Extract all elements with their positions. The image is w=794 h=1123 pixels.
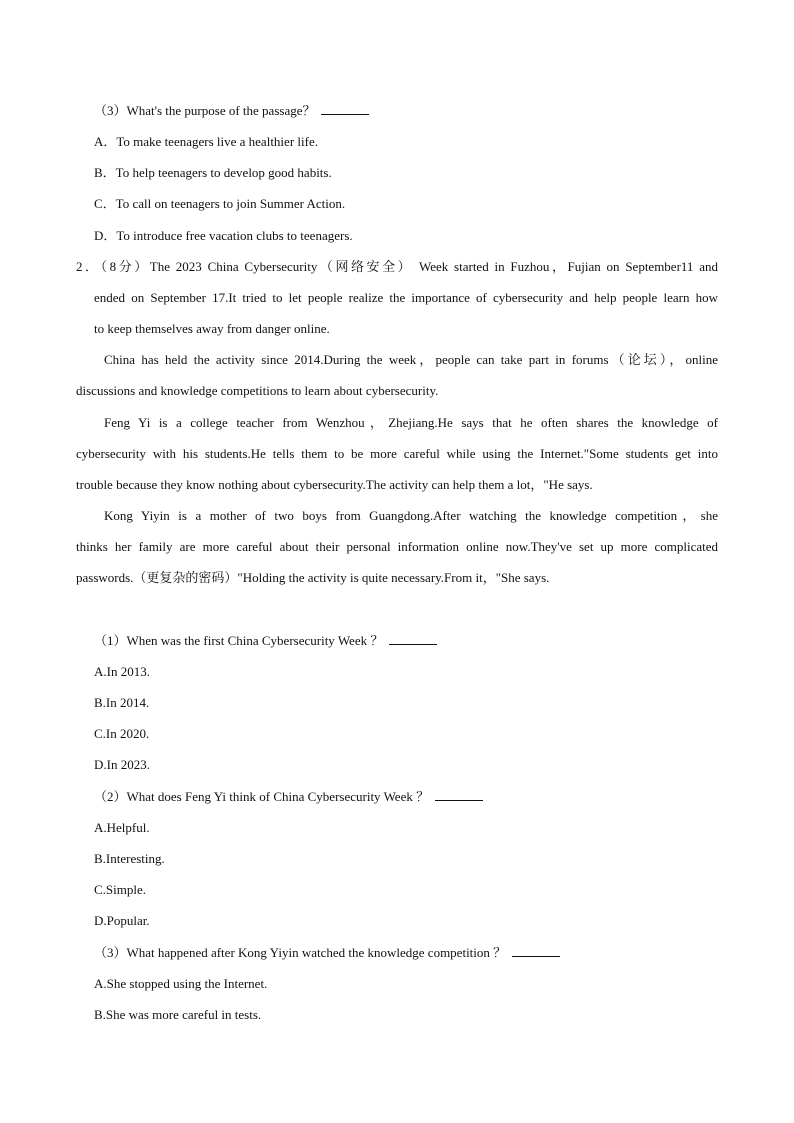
question-stem xyxy=(94,944,560,962)
option-a: A.Helpful. xyxy=(94,820,150,835)
answer-blank[interactable] xyxy=(512,944,560,957)
passage-intro-line: 2．（8分）The 2023 China Cybersecurity（网络安全） Week started in Fuzhou，Fujian on September11 and xyxy=(76,259,718,274)
option-b: B.She was more careful in tests. xyxy=(94,1007,262,1022)
paragraph-line: Feng Yi is a college teacher from Wenzhou，Zhejiang.He says that he often shares the knowledge of xyxy=(104,415,718,430)
paragraph-line: thinks her family are more careful about their personal information online now.They've set up more complicated xyxy=(76,539,718,554)
paragraph-line: Kong Yiyin is a mother of two boys from Guangdong.After watching the knowledge competition，she xyxy=(104,508,718,523)
option-c: C．To call on teenagers to join Summer Action. xyxy=(94,196,346,211)
passage-intro-line: to keep themselves away from danger online. xyxy=(94,321,330,336)
option-c: C.Simple. xyxy=(94,882,147,897)
paragraph-line: passwords.（更复杂的密码）"Holding the activity is quite necessary.From it，"She says. xyxy=(76,570,550,585)
option-a: A.In 2013. xyxy=(94,664,150,679)
question-stem xyxy=(94,788,483,806)
paragraph-line: trouble because they know nothing about cybersecurity.The activity can help them a lot，"He says. xyxy=(76,477,593,492)
question-stem xyxy=(94,632,437,650)
option-d: D．To introduce free vacation clubs to teenagers. xyxy=(94,228,353,243)
paragraph-line: cybersecurity with his students.He tells them to be more careful while using the Internet."Some students get into xyxy=(76,446,718,461)
paragraph-line: China has held the activity since 2014.During the week，people can take part in forums（论坛），online xyxy=(104,352,718,367)
option-b: B．To help teenagers to develop good habits. xyxy=(94,165,332,180)
question-text: （1）When was the first China Cybersecurity Week ？ xyxy=(94,633,384,648)
option-c: C.In 2020. xyxy=(94,726,150,741)
answer-blank[interactable] xyxy=(389,632,437,645)
paragraph-line: discussions and knowledge competitions to learn about cybersecurity. xyxy=(76,383,439,398)
option-b: B.In 2014. xyxy=(94,695,150,710)
option-a: A．To make teenagers live a healthier life. xyxy=(94,134,318,149)
question-text: （2）What does Feng Yi think of China Cybersecurity Week ？ xyxy=(94,789,430,804)
option-a: A.She stopped using the Internet. xyxy=(94,976,268,991)
answer-blank[interactable] xyxy=(321,102,369,115)
option-d: D.In 2023. xyxy=(94,757,150,772)
answer-blank[interactable] xyxy=(435,788,483,801)
question-text: （3）What's the purpose of the passage？ xyxy=(94,103,316,118)
option-d: D.Popular. xyxy=(94,913,150,928)
passage-intro-line: ended on September 17.It tried to let people realize the importance of cybersecurity and help people learn how xyxy=(94,290,718,305)
option-b: B.Interesting. xyxy=(94,851,165,866)
question-stem xyxy=(94,102,369,120)
question-text: （3）What happened after Kong Yiyin watched the knowledge competition ？ xyxy=(94,945,507,960)
